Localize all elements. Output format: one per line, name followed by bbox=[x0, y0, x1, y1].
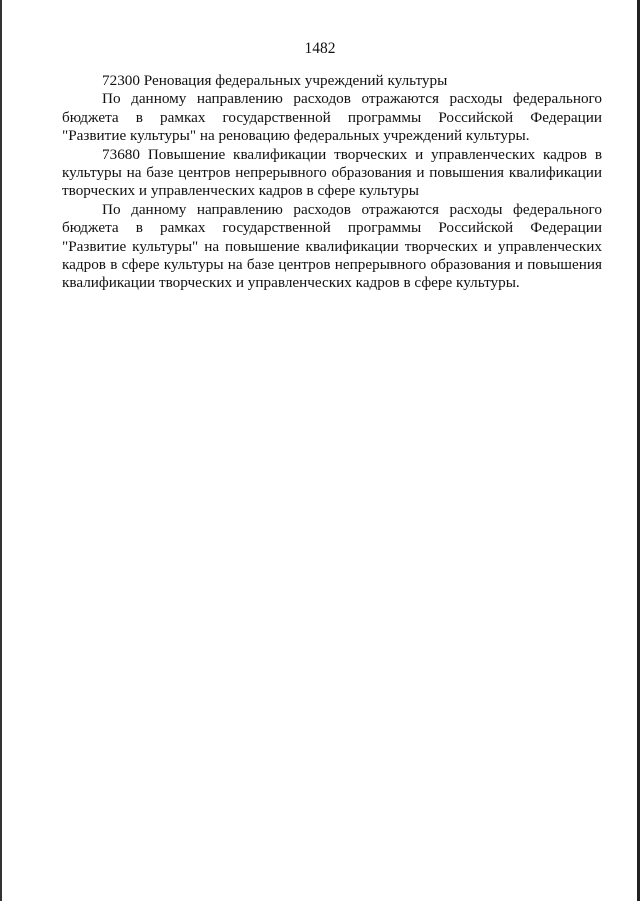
page-number: 1482 bbox=[304, 40, 336, 57]
text-line: 72300 Реновация федеральных учреждений культуры bbox=[102, 72, 448, 89]
document-body bbox=[62, 72, 602, 293]
text-line: "Развитие культуры" на реновацию федеральных учреждений культуры. bbox=[62, 127, 530, 145]
text-line: По данному направлению расходов отражаются расходы федерального bbox=[102, 200, 602, 218]
text-line: творческих и управленческих кадров в сфере культуры bbox=[62, 182, 419, 200]
text-line: 73680 Повышение квалификации творческих и управленческих кадров в bbox=[102, 145, 602, 163]
scan-edge-left bbox=[0, 0, 2, 901]
text-line: квалификации творческих и управленческих кадров в сфере культуры. bbox=[62, 274, 520, 292]
text-line: кадров в сфере культуры на базе центров непрерывного образования и повышения bbox=[62, 255, 602, 273]
text-line: культуры на базе центров непрерывного образования и повышения квалификации bbox=[62, 163, 602, 181]
text-line: "Развитие культуры" на повышение квалификации творческих и управленческих bbox=[62, 237, 602, 255]
text-line: бюджета в рамках государственной программы Российской Федерации bbox=[62, 219, 602, 237]
text-line: бюджета в рамках государственной программы Российской Федерации bbox=[62, 108, 602, 126]
text-line: По данному направлению расходов отражаются расходы федерального bbox=[102, 90, 602, 108]
